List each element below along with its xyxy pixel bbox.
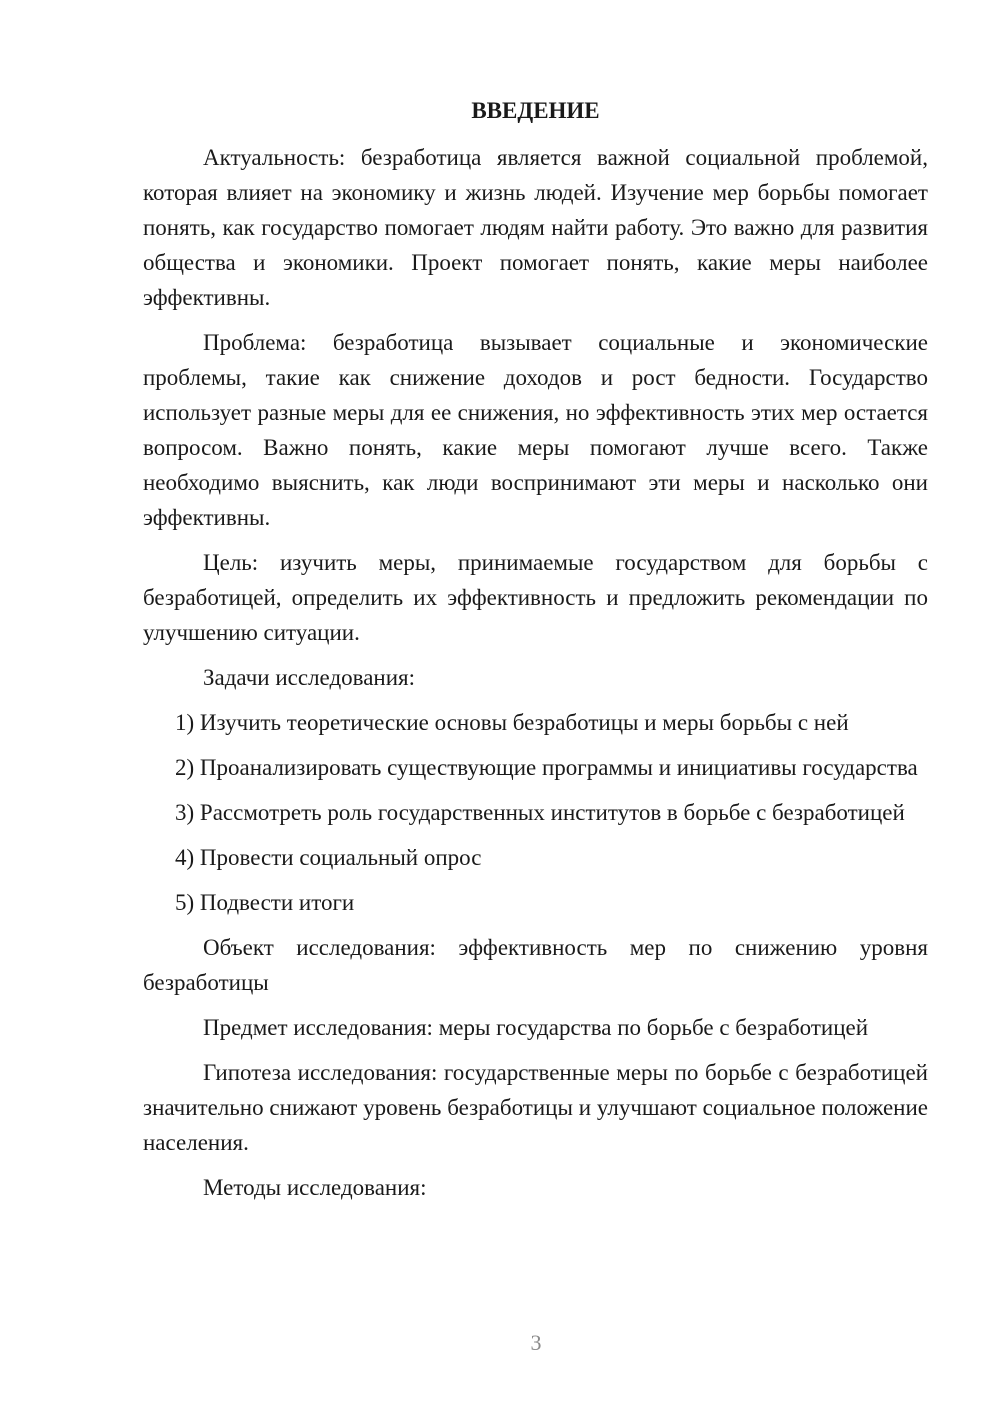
task-item-4: 4) Провести социальный опрос bbox=[175, 845, 482, 870]
research-object-paragraph: Объект исследования: эффективность мер по снижению уровня безработицы bbox=[143, 935, 928, 995]
goal-paragraph: Цель: изучить меры, принимаемые государством для борьбы с безработицей, определить их эффективность и предложить рекомендации по улучшению ситуации. bbox=[143, 550, 928, 645]
research-methods-heading: Методы исследования: bbox=[203, 1175, 427, 1200]
page-number: 3 bbox=[530, 1330, 542, 1355]
research-hypothesis-paragraph: Гипотеза исследования: государственные меры по борьбе с безработицей значительно снижают уровень безработицы и улучшают социальное положение населения. bbox=[143, 1060, 928, 1155]
task-item-3: 3) Рассмотреть роль государственных институтов в борьбе с безработицей bbox=[175, 800, 905, 825]
task-item-5: 5) Подвести итоги bbox=[175, 890, 355, 915]
task-item-1: 1) Изучить теоретические основы безработицы и меры борьбы с ней bbox=[175, 710, 849, 735]
research-subject-paragraph: Предмет исследования: меры государства по борьбе с безработицей bbox=[203, 1015, 869, 1040]
problem-paragraph: Проблема: безработица вызывает социальные и экономические проблемы, такие как снижение доходов и рост бедности. Государство использует разные меры для ее снижения, но эффективность этих мер остается вопросом. Важно понять, какие меры помогают лучше всего. Также необходимо выяснить, как люди воспринимают эти меры и насколько они эффективны. bbox=[143, 330, 928, 530]
page-content bbox=[143, 93, 928, 1215]
relevance-paragraph: Актуальность: безработица является важной социальной проблемой, которая влияет на экономику и жизнь людей. Изучение мер борьбы помогает понять, как государство помогает людям найти работу. Это важно для развития общества и экономики. Проект помогает понять, какие меры наиболее эффективны. bbox=[143, 145, 928, 310]
task-item-2: 2) Проанализировать существующие программы и инициативы государства bbox=[175, 755, 918, 780]
tasks-heading: Задачи исследования: bbox=[203, 665, 416, 690]
section-title: ВВЕДЕНИЕ bbox=[471, 98, 600, 123]
